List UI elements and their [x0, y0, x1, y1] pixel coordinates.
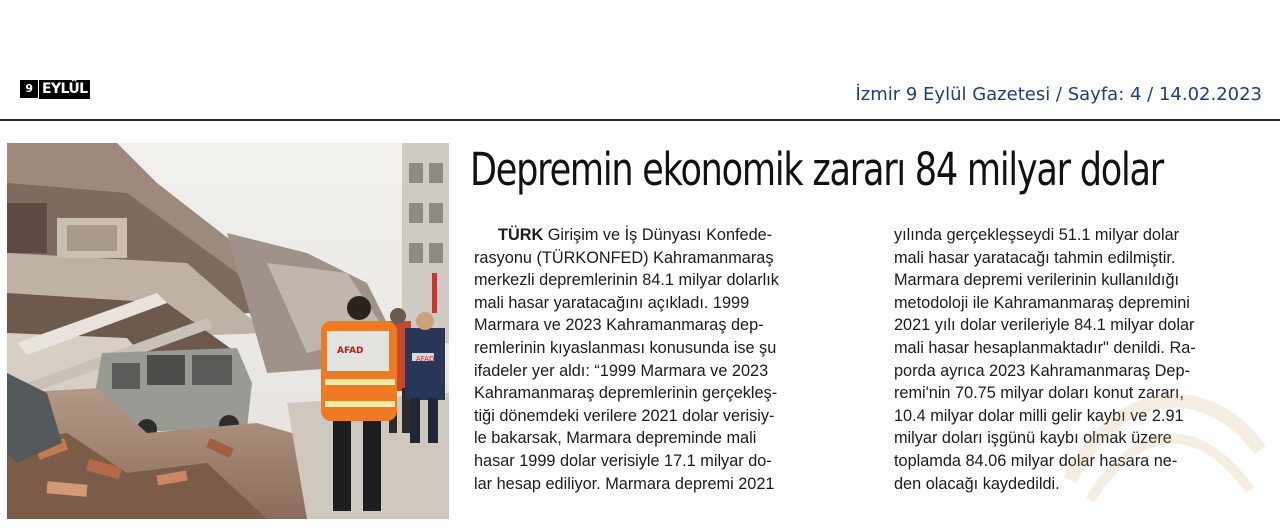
- article-line: toplamda 84.06 milyar dolar hasara ne-: [894, 451, 1178, 470]
- earthquake-photo: [7, 143, 449, 519]
- header-divider: [0, 119, 1280, 121]
- article-line: 2021 yılı dolar verileriyle 84.1 milyar dolar: [894, 316, 1195, 335]
- lead-word: TÜRK: [498, 226, 544, 244]
- article-column-2: [894, 224, 1264, 524]
- afad-vest-label: AFAD: [416, 355, 435, 363]
- article-line: porda ayrıca 2023 Kahramanmaraş Dep-: [894, 361, 1190, 380]
- article-line: 10.4 milyar dolar milli gelir kaybı ve 2.91: [894, 406, 1184, 425]
- article-line-text: Girişim ve İş Dünyası Konfede-: [543, 226, 773, 244]
- article-line: den olacağı kaydedildi.: [894, 474, 1060, 493]
- article-line: [474, 224, 844, 247]
- article-line: remi'nin 70.75 milyar doları konut zararı,: [894, 384, 1184, 403]
- article-line: tiği dönemdeki verilere 2021 dolar verisiy-: [474, 406, 775, 425]
- article-line: milyar doları işgünü kaybı olmak üzere: [894, 429, 1172, 448]
- source-citation: İzmir 9 Eylül Gazetesi / Sayfa: 4 / 14.02.2023: [855, 84, 1262, 105]
- worker-vest-label: AFAD: [337, 346, 364, 356]
- article-line: Marmara depremi verilerinin kullanıldığı: [894, 271, 1180, 290]
- article-line: yılında gerçekleşseydi 51.1 milyar dolar: [894, 226, 1180, 244]
- article-line: Marmara ve 2023 Kahramanmaraş dep-: [474, 316, 764, 335]
- article-line: lar hesap ediliyor. Marmara depremi 2021: [474, 474, 775, 493]
- article-body: [474, 224, 1264, 524]
- article-headline: Depremin ekonomik zararı 84 milyar dolar: [470, 143, 1163, 196]
- article-line: merkezli depremlerinin 84.1 milyar dolarlık: [474, 271, 779, 290]
- article-line: ifadeler yer aldı: “1999 Marmara ve 2023: [474, 361, 769, 380]
- article-line: remlerinin kıyaslanması konusunda ise şu: [474, 338, 777, 357]
- logo-wordmark: EYLÜL: [39, 80, 90, 99]
- article-line: mali hasar hesaplanmaktadır" denildi. Ra-: [894, 338, 1196, 357]
- newspaper-logo: [20, 78, 90, 100]
- article-line: le bakarsak, Marmara depreminde mali: [474, 429, 757, 448]
- article-line: mali hasar yaratacağı tahmin edilmiştir.: [894, 248, 1176, 267]
- article-line: hasar 1999 dolar verisiyle 17.1 milyar do-: [474, 451, 772, 470]
- article-column-1: [474, 224, 844, 524]
- logo-mark: 9: [20, 80, 38, 98]
- article-line: Kahramanmaraş depremlerinin gerçekleş-: [474, 384, 778, 403]
- article-line: rasyonu (TÜRKONFED) Kahramanmaraş: [474, 248, 774, 267]
- article-line: mali hasar yaratacağını açıkladı. 1999: [474, 293, 750, 312]
- article-line: metodoloji ile Kahramanmaraş depremini: [894, 293, 1190, 312]
